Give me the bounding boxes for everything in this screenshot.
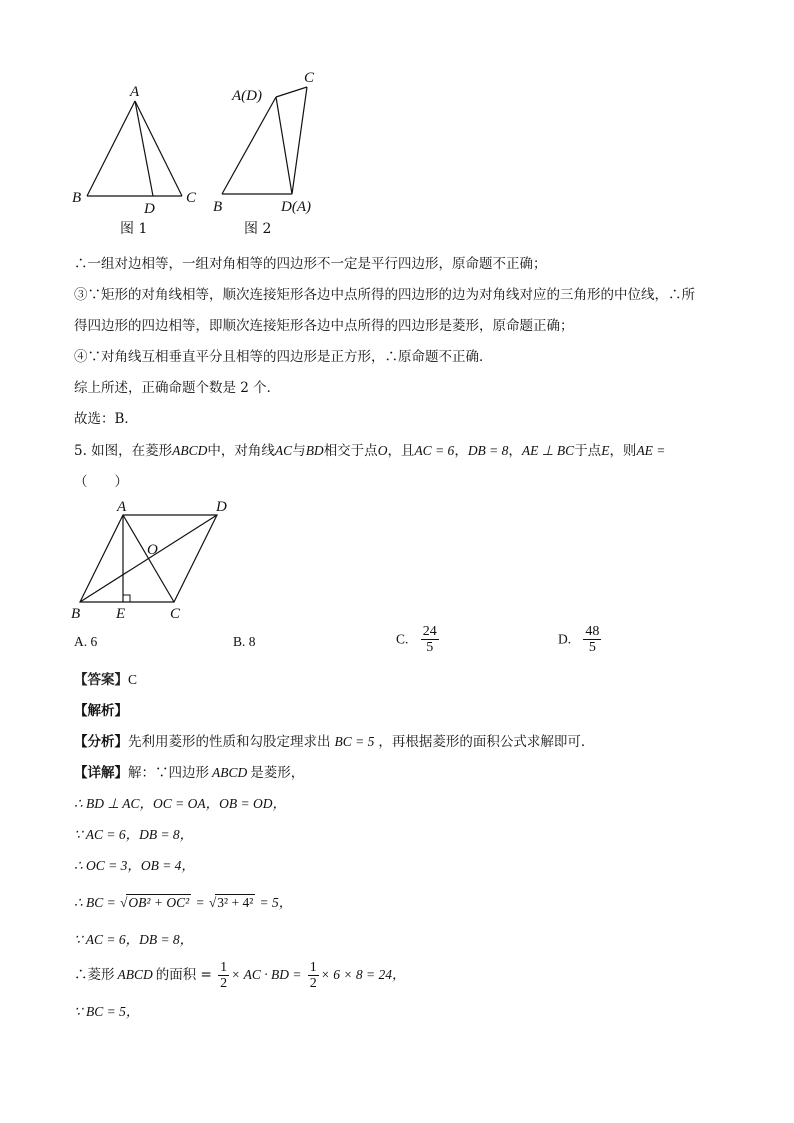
text-line-6: 故选：B． — [74, 411, 138, 427]
option-c[interactable]: C. $\frac{24}{5}$ — [396, 624, 437, 655]
question-5-blank: （ ） — [74, 474, 128, 490]
fig1-edge-ad — [135, 101, 153, 196]
option-d[interactable]: D. $\frac{48}{5}$ — [558, 624, 600, 655]
text-line-4: ④∵对角线互相垂直平分且相等的四边形是正方形，∴原命题不正确． — [74, 349, 493, 365]
analysis-heading: 【解析】 — [74, 703, 128, 719]
step-1: ∴ BD ⊥ AC，OC = OA，OB = OD， — [74, 796, 286, 811]
fig2-label-da: D(A) — [281, 199, 311, 215]
fig1-edge-ab — [87, 101, 135, 196]
rhombus-label-b: B — [71, 606, 81, 622]
rhombus-label-a: A — [117, 499, 127, 515]
fig1-label-b: B — [72, 190, 82, 206]
rhombus-label-c: C — [170, 606, 181, 622]
fig1-label-d: D — [144, 201, 155, 217]
fig2-caption: 图 2 — [244, 221, 272, 237]
text-line-1: ∴一组对边相等，一组对角相等的四边形不一定是平行四边形，原命题不正确； — [74, 256, 547, 272]
fig1-caption: 图 1 — [120, 221, 148, 237]
fig2-label-c: C — [304, 70, 315, 86]
text-line-5: 综上所述，正确命题个数是 2 个． — [74, 380, 281, 396]
rhombus-label-e: E — [116, 606, 126, 622]
fig1-edge-ac — [135, 101, 182, 196]
fig2-label-ad: A(D) — [232, 88, 262, 104]
rhombus-label-o: O — [147, 542, 158, 558]
option-b[interactable]: B. 8 — [233, 634, 256, 649]
fig2-edge-ad — [276, 97, 292, 194]
text-line-3: 得四边形的四边相等，即顺次连接矩形各边中点所得的四边形是菱形，原命题正确； — [74, 318, 574, 334]
step-2: ∵ AC = 6，DB = 8， — [74, 827, 194, 842]
step-7: ∵ BC = 5， — [74, 1004, 140, 1019]
step-3: ∴ OC = 3，OB = 4， — [74, 858, 195, 873]
xiangjie-line: 【详解】解：∵四边形 ABCD 是菱形， — [74, 765, 305, 781]
step-4: ∴ BC = √OB² + OC² = √3² + 4² = 5， — [74, 895, 293, 910]
fig2-edge-ac — [276, 87, 307, 97]
fig2-edge-ba — [222, 97, 276, 194]
diagonal-bd — [80, 515, 217, 602]
fig1-label-c: C — [186, 190, 197, 206]
step-6: ∴菱形 ABCD 的面积 = $\frac{1}{2}$ × AC · BD = $\frac{1}{2}$ × 6 × 8 = 24， — [74, 960, 406, 991]
rhombus-figure — [66, 496, 246, 624]
fenxi-line: 【分析】先利用菱形的性质和勾股定理求出 BC = 5 ，再根据菱形的面积公式求解即可． — [74, 734, 595, 750]
rhombus-label-d: D — [216, 499, 227, 515]
option-a[interactable]: A. 6 — [74, 634, 98, 649]
fig1-label-a: A — [130, 84, 140, 100]
figures-1-2 — [60, 68, 360, 243]
text-line-2: ③∵矩形的对角线相等，顺次连接矩形各边中点所得的四边形的边为对角线对应的三角形的中位线，∴所 — [74, 287, 695, 303]
fig2-label-b: B — [213, 199, 223, 215]
step-5: ∵ AC = 6，DB = 8， — [74, 932, 194, 947]
right-angle-mark — [123, 595, 130, 602]
fig2-edge-cd — [292, 87, 307, 194]
answer-line: 【答案】C — [74, 672, 138, 688]
question-5-stem: 5. 如图，在菱形ABCD中，对角线AC与BD相交于点O，且AC = 6，DB = 8，AE ⊥ BC于点E，则AE = — [74, 443, 666, 459]
